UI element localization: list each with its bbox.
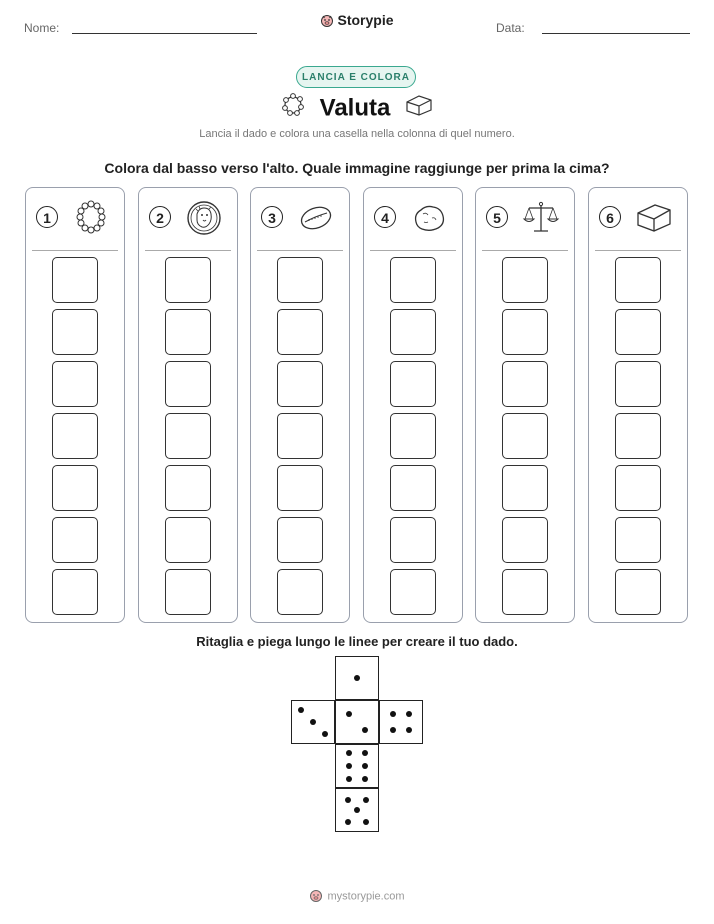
color-box[interactable] xyxy=(502,413,548,459)
color-box[interactable] xyxy=(165,309,211,355)
color-box[interactable] xyxy=(165,257,211,303)
die-pip xyxy=(346,750,352,756)
name-label: Nome: xyxy=(24,21,60,35)
date-line xyxy=(542,33,690,34)
color-box[interactable] xyxy=(52,569,98,615)
column-divider xyxy=(145,250,231,251)
color-box[interactable] xyxy=(52,361,98,407)
column-divider xyxy=(595,250,681,251)
color-box[interactable] xyxy=(165,413,211,459)
color-box[interactable] xyxy=(502,569,548,615)
cowrie-shell-icon xyxy=(297,200,335,236)
color-box[interactable] xyxy=(615,413,661,459)
die-pip xyxy=(322,731,328,737)
die-pip xyxy=(354,807,360,813)
column-number: 6 xyxy=(599,206,621,228)
die-pip xyxy=(406,727,412,733)
color-box[interactable] xyxy=(277,309,323,355)
column-number: 5 xyxy=(486,206,508,228)
subtitle: Lancia il dado e colora una casella nella colonna di quel numero. xyxy=(199,128,515,140)
footer xyxy=(0,888,714,905)
column-3 xyxy=(250,187,350,623)
die-face-5 xyxy=(335,788,379,832)
color-box[interactable] xyxy=(165,361,211,407)
color-box[interactable] xyxy=(502,517,548,563)
color-box[interactable] xyxy=(502,309,548,355)
color-box[interactable] xyxy=(390,257,436,303)
die-pip xyxy=(362,763,368,769)
column-divider xyxy=(32,250,118,251)
brand-logo xyxy=(0,12,714,30)
die-pip xyxy=(346,763,352,769)
color-box[interactable] xyxy=(390,309,436,355)
page-title xyxy=(0,92,714,125)
color-box[interactable] xyxy=(615,517,661,563)
die-pip xyxy=(346,711,352,717)
color-box[interactable] xyxy=(277,569,323,615)
die-face-6 xyxy=(335,744,379,788)
cut-instruction: Ritaglia e piega lungo le linee per creare il tuo dado. xyxy=(196,634,518,649)
column-4 xyxy=(363,187,463,623)
color-box[interactable] xyxy=(277,361,323,407)
column-5 xyxy=(475,187,575,623)
color-box[interactable] xyxy=(165,569,211,615)
die-face-4 xyxy=(379,700,423,744)
color-box[interactable] xyxy=(390,569,436,615)
instruction: Colora dal basso verso l'alto. Quale immagine raggiunge per prima la cima? xyxy=(104,160,610,176)
die-pip xyxy=(354,675,360,681)
die-pip xyxy=(298,707,304,713)
die-pip xyxy=(390,727,396,733)
die-pip xyxy=(390,711,396,717)
column-number: 3 xyxy=(261,206,283,228)
color-box[interactable] xyxy=(277,413,323,459)
color-box[interactable] xyxy=(165,465,211,511)
color-box[interactable] xyxy=(52,257,98,303)
pig-logo-icon xyxy=(320,13,334,30)
die-pip xyxy=(363,819,369,825)
die-face-3 xyxy=(291,700,335,744)
die-pip xyxy=(346,776,352,782)
color-box[interactable] xyxy=(52,309,98,355)
column-divider xyxy=(257,250,343,251)
color-box[interactable] xyxy=(615,309,661,355)
salt-block-icon xyxy=(635,200,673,236)
name-line xyxy=(72,33,257,34)
column-number: 4 xyxy=(374,206,396,228)
shell-necklace-icon xyxy=(72,200,110,236)
die-pip xyxy=(310,719,316,725)
color-box[interactable] xyxy=(502,361,548,407)
die-pip xyxy=(345,797,351,803)
die-pip xyxy=(406,711,412,717)
color-box[interactable] xyxy=(390,361,436,407)
column-divider xyxy=(482,250,568,251)
color-box[interactable] xyxy=(277,517,323,563)
color-box[interactable] xyxy=(502,465,548,511)
salt-block-icon xyxy=(404,93,434,124)
die-face-2 xyxy=(335,700,379,744)
column-number: 2 xyxy=(149,206,171,228)
die-pip xyxy=(345,819,351,825)
color-box[interactable] xyxy=(615,361,661,407)
color-box[interactable] xyxy=(390,413,436,459)
balance-scale-icon xyxy=(522,200,560,236)
column-2 xyxy=(138,187,238,623)
column-1 xyxy=(25,187,125,623)
date-label: Data: xyxy=(496,21,525,35)
color-box[interactable] xyxy=(52,465,98,511)
coins-necklace-icon xyxy=(280,92,306,125)
color-box[interactable] xyxy=(615,569,661,615)
die-pip xyxy=(362,750,368,756)
color-box[interactable] xyxy=(277,257,323,303)
brand-name: Storypie xyxy=(337,12,394,28)
color-box[interactable] xyxy=(615,465,661,511)
color-box[interactable] xyxy=(615,257,661,303)
column-6 xyxy=(588,187,688,623)
activity-badge: LANCIA E COLORA xyxy=(296,66,416,88)
die-pip xyxy=(362,776,368,782)
stone-icon xyxy=(410,200,448,236)
die-pip xyxy=(363,797,369,803)
color-box[interactable] xyxy=(390,517,436,563)
pig-logo-icon xyxy=(309,888,323,905)
color-box[interactable] xyxy=(52,517,98,563)
color-box[interactable] xyxy=(277,465,323,511)
column-number: 1 xyxy=(36,206,58,228)
title-text: Valuta xyxy=(319,94,391,122)
column-divider xyxy=(370,250,456,251)
color-box[interactable] xyxy=(165,517,211,563)
lion-coin-icon xyxy=(185,200,223,236)
footer-url: mystorypie.com xyxy=(327,890,405,903)
die-face-1 xyxy=(335,656,379,700)
color-box[interactable] xyxy=(390,465,436,511)
color-box[interactable] xyxy=(52,413,98,459)
color-box[interactable] xyxy=(502,257,548,303)
die-pip xyxy=(362,727,368,733)
